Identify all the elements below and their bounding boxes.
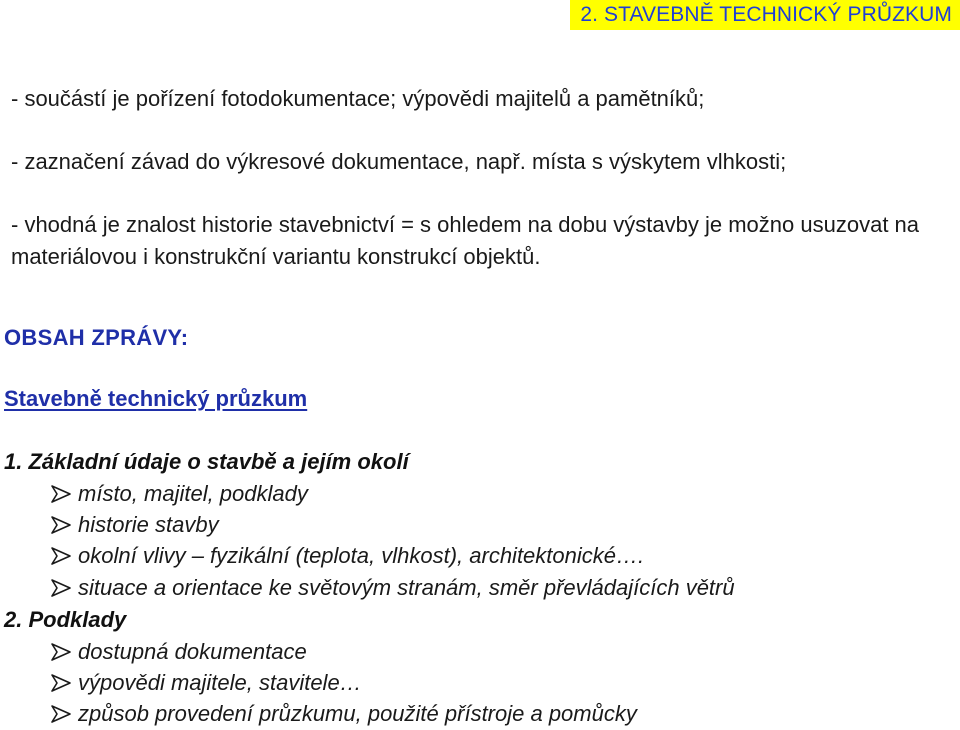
list-item-text: výpovědi majitele, stavitele… — [78, 670, 362, 695]
paragraph-construction-history: - vhodná je znalost historie stavebnictví = s ohledem na dobu výstavby je možno usuzovat na materiálovou i konstrukční variantu konstrukcí objektů. — [11, 212, 920, 269]
header-bar — [570, 0, 960, 30]
arrow-bullet-icon — [48, 577, 76, 599]
list-item — [48, 639, 307, 665]
list-item — [48, 575, 735, 601]
list-item-text: místo, majitel, podklady — [78, 481, 308, 506]
report-contents-heading: OBSAH ZPRÁVY: — [4, 325, 189, 350]
list-item — [48, 543, 644, 569]
arrow-bullet-icon — [48, 514, 76, 536]
arrow-bullet-icon — [48, 545, 76, 567]
paragraph-defect-marking: - zaznačení závad do výkresové dokumentace, např. místa s výskytem vlhkosti; — [11, 149, 787, 174]
list-item-text: způsob provedení průzkumu, použité přístroje a pomůcky — [78, 701, 637, 726]
list-item-text: dostupná dokumentace — [78, 639, 307, 664]
list-item — [48, 701, 637, 727]
section-2-title: 2. Podklady — [4, 607, 127, 632]
arrow-bullet-icon — [48, 483, 76, 505]
survey-heading: Stavebně technický průzkum — [4, 386, 308, 411]
list-item — [48, 512, 219, 538]
list-item-text: situace a orientace ke světovým stranám, směr převládajících větrů — [78, 575, 735, 600]
list-item — [48, 670, 362, 696]
page-title: 2. STAVEBNĚ TECHNICKÝ PRŮZKUM — [580, 3, 952, 26]
list-item — [48, 481, 308, 507]
paragraph-photo-documentation: - součástí je pořízení fotodokumentace; výpovědi majitelů a pamětníků; — [11, 86, 705, 111]
arrow-bullet-icon — [48, 703, 76, 725]
list-item-text: okolní vlivy – fyzikální (teplota, vlhkost), architektonické…. — [78, 543, 645, 568]
list-item-text: historie stavby — [78, 512, 219, 537]
arrow-bullet-icon — [48, 672, 76, 694]
arrow-bullet-icon — [48, 641, 76, 663]
section-1-title: 1. Základní údaje o stavbě a jejím okolí — [4, 449, 409, 474]
